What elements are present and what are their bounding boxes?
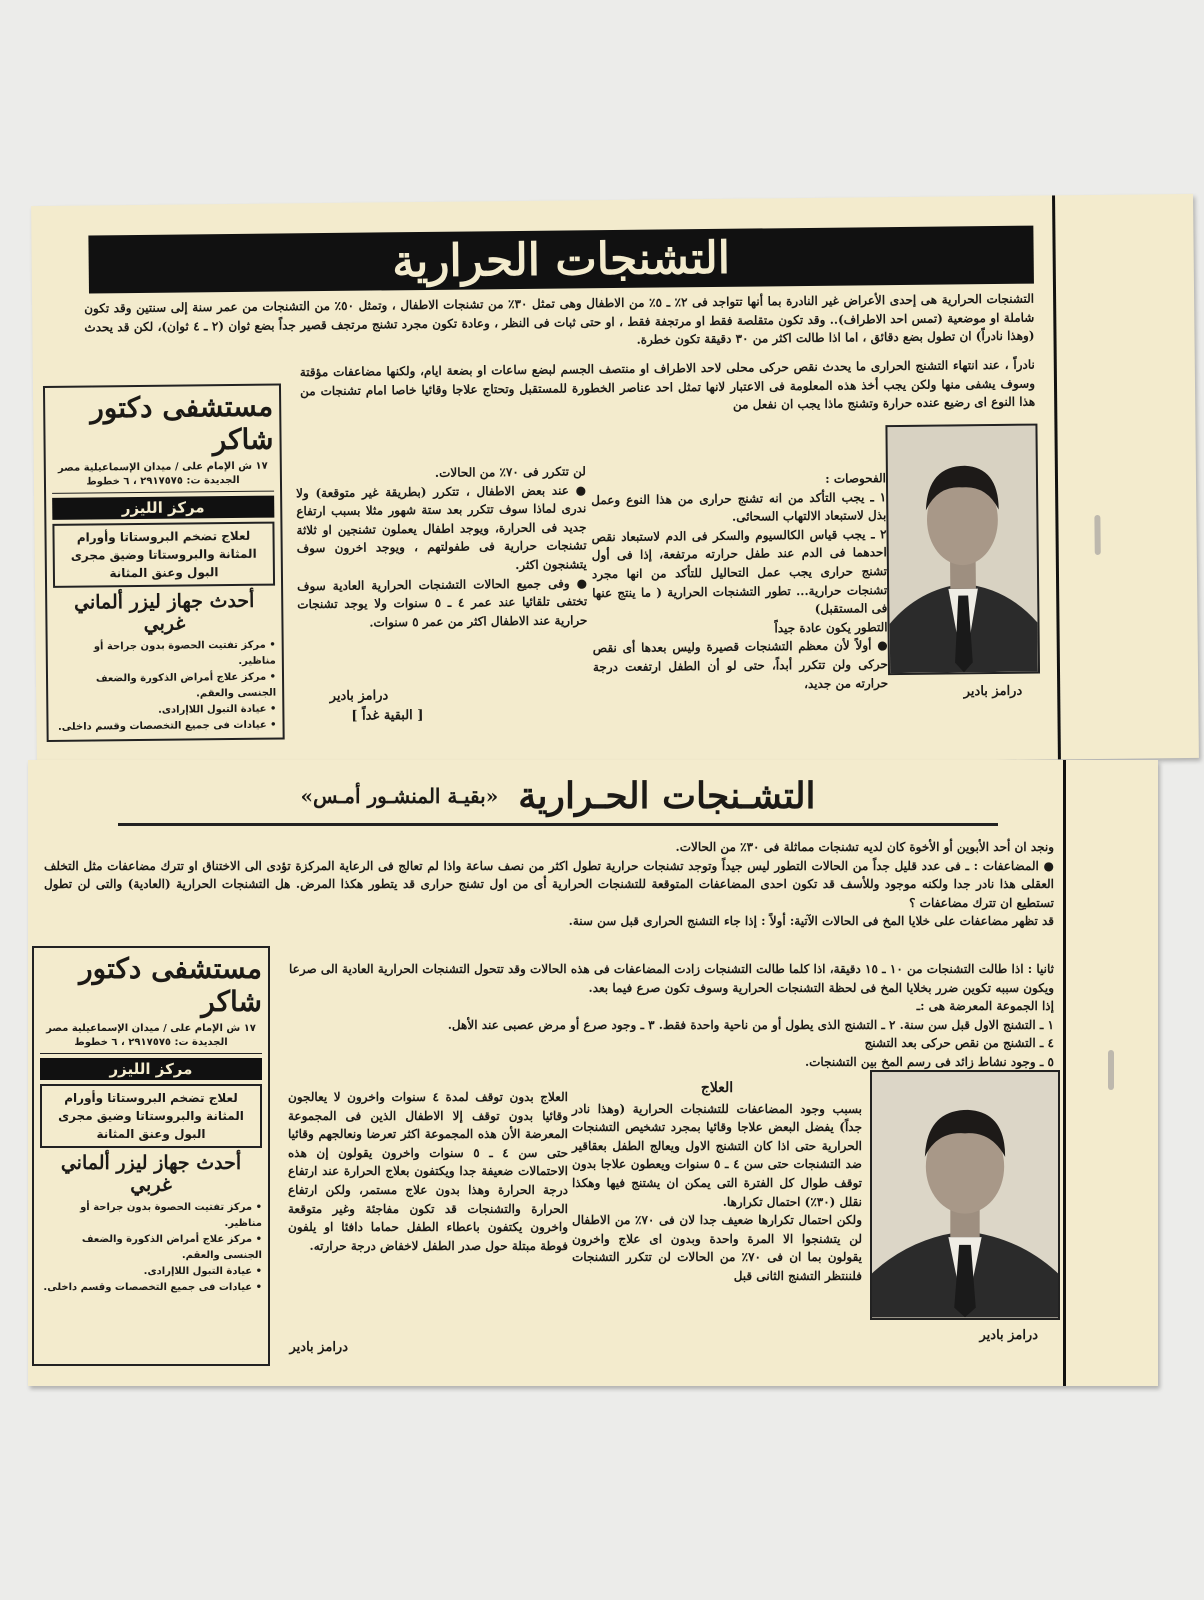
ad-service-item: • مركز علاج أمراض الذكورة والضعف الجنسى والعقم. [81,1234,262,1261]
photo-caption: درامز بادير [979,1328,1038,1343]
ad-service-item: • مركز علاج أمراض الذكورة والضعف الجنسى والعقم. [95,671,277,700]
author-photo [870,1070,1060,1320]
bottom-clipping [28,760,1158,1386]
bottom-subtitle: «بقيـة المنشـور أمـس» [300,783,499,808]
top-column-investigations: الفحوصات : ١ ـ يجب التأكد من انه تشنج حرارى من هذا النوع وعمل بذل لاستبعاد الالتهاب السحائى. ٢ ـ يجب قياس الكالسيوم والسكر فى الدم لاستبعاد نقص احدهما فى الدم عند طفل حرارته مرتفعة، إذا فى أول تشنج حرارى يجب عمل التحاليل للتأكد من انها مجرد تشنجات حرارية... تطور التشنجات الحرارية ( ما ينتج عنها فى المستقبل) التطور يكون عادة جيداً ● أولاً لأن معظم التشنجات قصيرة وليس بعدها أى نقص حركى ولن تتكرر أبداً، حتى لو أن الطفل ارتفعت درجة حرارته من جديد، [591,471,889,691]
top-second-paragraph: نادراً ، عند انتهاء التشنج الحرارى ما يحدث نقص حركى محلى لاحد الاطراف او منتصف الجسم لبضع ساعات او بضعة ايام، ولكنها مضاعفات مؤقتة وسوف يشفى منها ولكن يجب أخذ هذه المعلومة فى الاعتبار لانها تمثل احد عناصر الخطورة للمستقبل وتحتاج علاجا وقائيا خاصا امام تشنجات من هذا النوع اى رضيع عنده حرارة وتشنج ماذا يجب ان نفعل من [299,357,1036,412]
ad-hospital-name: مستشفى دكتور شاكر [79,952,262,1018]
author-signature: درامز بادير [329,688,389,704]
ad-service-item: • عيادة التبول اللاإرادى. [157,703,277,716]
bottom-lead-paragraph: ونجد ان أحد الأبوين أو الأخوة كان لديه تشنجات مماثلة فى ٣٠٪ من الحالات. ● المضاعفات : ـ فى عدد قليل جداً من الحالات التطور ليس جيداً وتوجد تشنجات حرارية تطول اكثر من نصف ساعة واذا لم تعالج فى الرعاية المركزة تؤدى الى الاختناق او تترك مضاعفات مثل التخلف العقلى هذا نادر جدا ولكنه موجود وللأسف قد تكون احدى المضاعفات المتوقعة للتشنجات الحرارية أى من اول تشنج حرارى قد يتطور هكذا المرض. هل التشنجات الحرارية (العادية) والتى لن تطول تستطيع ان تترك مضاعفات ؟ قد تظهر مضاعفات على خلايا المخ فى الحالات الآتية: أولاً : إذا جاء التشنج الحرارى قبل سن سنة. [44,840,1055,929]
ad-hospital-name: مستشفى دكتور شاكر [90,389,274,457]
ad-address: ١٧ ش الإمام على / ميدان الإسماعيلية مصر الجديدة ت: ٢٩١٧٥٧٥ ، ٦ خطوط [40,1022,262,1054]
bottom-title-text: التشـنجات الحـرارية [518,774,816,817]
ad-service-item: • مركز تفتيت الحصوة بدون جراحة أو مناظير. [93,639,276,667]
column-rule [1063,760,1066,1386]
portrait-image [872,1072,1058,1318]
top-title-banner: التشنجات الحرارية [88,226,1034,294]
ad-laser-center: مركز الليزر [52,496,274,520]
author-photo [885,424,1040,676]
ad-services-list [40,1200,262,1296]
ad-service-item: • مركز تفتيت الحصوة بدون جراحة أو مناظير. [80,1202,262,1229]
ad-laser-center: مركز الليزر [40,1058,262,1080]
hospital-advertisement [32,946,270,1366]
column-rule [1052,195,1061,759]
ad-service-item: • عيادة التبول اللاإرادى. [143,1266,262,1277]
bottom-risk-paragraph: ثانيا : اذا طالت التشنجات من ١٠ ـ ١٥ دقيقة، اذا كلما طالت التشنجات زادت المضاعفات فى هذه الحالات وقد تتحول التشنجات الحرارية العادية الى صرعا ويكون سببه تكوين ضرر بخلايا المخ فى لحظة التشنجات الحرارية وسوف تكون صرع فيما بعد. إذا الجموعة المعرضة هى :ـ ١ ـ التشنج الاول قبل سن سنة. ٢ ـ التشنج الذى يطول أو من ناحية واحدة فقط. ٣ ـ وجود صرع أو مرض عصبى عند الأهل. ٤ ـ التشنج من نقص حركى بعد التشنج ٥ ـ وجود نشاط زائد فى رسم المخ بين التشنجات. [289,962,1055,1069]
bottom-title [118,768,998,826]
ad-services-list [54,638,277,736]
treatment-heading: العلاج [700,1080,734,1096]
top-clipping [31,194,1199,770]
binder-mark [1108,1050,1114,1090]
top-lead-paragraph: التشنجات الحرارية هى إحدى الأعراض غير النادرة بما أنها تتواجد فى ٢٪ ـ ٥٪ من الاطفال وهى تمثل ٣٠٪ من تشنجات الاطفال ، وتمثل ٥٠٪ من التشنجات من عمر سنة إلى سنتين وقد تكون شاملة او موضعية (تمس احد الاطراف).. وقد تكون متقلصة فقط او مرتجفة فقط ، او حتى ثبات فى النظر ، وعادة تكون مجرد تشنج مرتجف قصير جداً بضع ثوان (٢ ـ ٤ ثوان)، لكن قد يحدث (وهذا نادراً) ان تطول بضع دقائق ، اما اذا طالت اكثر من ٣٠ دقيقة تكون خطرة. [84,291,1035,347]
treatment-text: بسبب وجود المضاعفات للتشنجات الحرارية (وهذا نادر جداً) يفضل البعض علاجا وقائيا بمجرد تشخيص التشنجات الحرارية حتى اذا كان التشنج الاول ويعالج الطفل بعقاقير ضد التشنجات حتى سن ٤ ـ ٥ سنوات ويعطون علاجا بدون توقف طوال كل الفترة التى يمكن ان يشتنج فيها وهكذا نقلل (٣٠٪) احتمال تكرارها. ولكن احتمال تكرارها ضعيف جدا لان فى ٧٠٪ من الاطفال لن يتشنجوا الا المرة واحدة وبدون اى علاج واخرون يقولون بما ان فى ٧٠٪ من الحالات لن تتكرر التشنجات فلننتظر التشنج الثانى قبل [572,1101,862,1284]
portrait-image [887,426,1038,674]
author-signature: درامز بادير [289,1340,348,1355]
binder-mark [1094,515,1100,555]
ad-services-box: لعلاج تضخم البروستاتا وأورام المثانة والبروستاتا وضيق مجرى البول وعنق المثانة [52,522,275,588]
ad-address: ١٧ ش الإمام على / ميدان الإسماعيلية مصر الجديدة ت: ٢٩١٧٥٧٥ ، ٦ خطوط [52,460,274,494]
ad-headline: أحدث جهاز ليزر ألماني غربي [73,589,255,635]
photo-caption: درامز بادير [963,683,1023,700]
ad-service-item: • عيادات فى جميع التخصصات وقسم داخلى. [57,719,277,733]
ad-headline: أحدث جهاز ليزر ألماني غربي [60,1152,242,1196]
hospital-advertisement [43,383,285,741]
top-column-recurrence: لن تتكرر فى ٧٠٪ من الحالات. ● عند بعض الاطفال ، تتكرر (بطريقة غير متوقعة) ولا ندرى لماذا سوف تتكرر بعد ستة شهور مثلا بسبب ارتفاع جديد فى الحرارة، ويوجد اطفال يعملون تشنجين او ثلاثة تشنجات حرارية فى طفولتهم ، ويوجد اخرون سوف يتشنجون اكثر. ● وفى جميع الحالات التشنجات الحرارية العادية سوف تختفى تلقائيا عند عمر ٤ ـ ٥ سنوات ولا يوجد تشنجات حرارية عند الاطفال اكثر من عمر ٥ سنوات. [296,464,588,630]
ad-service-item: • عيادات فى جميع التخصصات وقسم داخلى. [43,1282,262,1293]
ad-services-box: لعلاج تضخم البروستاتا وأورام المثانة والبروستاتا وضيق مجرى البول وعنق المثانة [40,1084,262,1148]
continued-tomorrow: [ البقية غداً ] [351,708,424,724]
bottom-column-continued: العلاج بدون توقف لمدة ٤ سنوات واخرون لا يعالجون وقائيا بدون توقف إلا الاطفال الذين فى المجموعة المعرضة الأن هذه المجموعة اكثر تعرضا ونعالجهم وقائيا حتى سن ٤ ـ ٥ سنوات واخرون يقولون إن هذه الاحتمالات ضعيفة جدا ويكتفون بعلاج الحرارة عند ارتفاع درجة الحرارة وهذا بدون علاج مستمر، ولكن ارتفاع الحرارة والتشنجات قد تكون مفاجئة وغير متوقعة واخرون يكتفون باعطاء الطفل حماما دافئا او يلفون فوطة مبتلة حول صدر الطفل لاخفاض درجة حرارته. [288,1090,568,1253]
bottom-column-treatment [572,1078,862,1286]
